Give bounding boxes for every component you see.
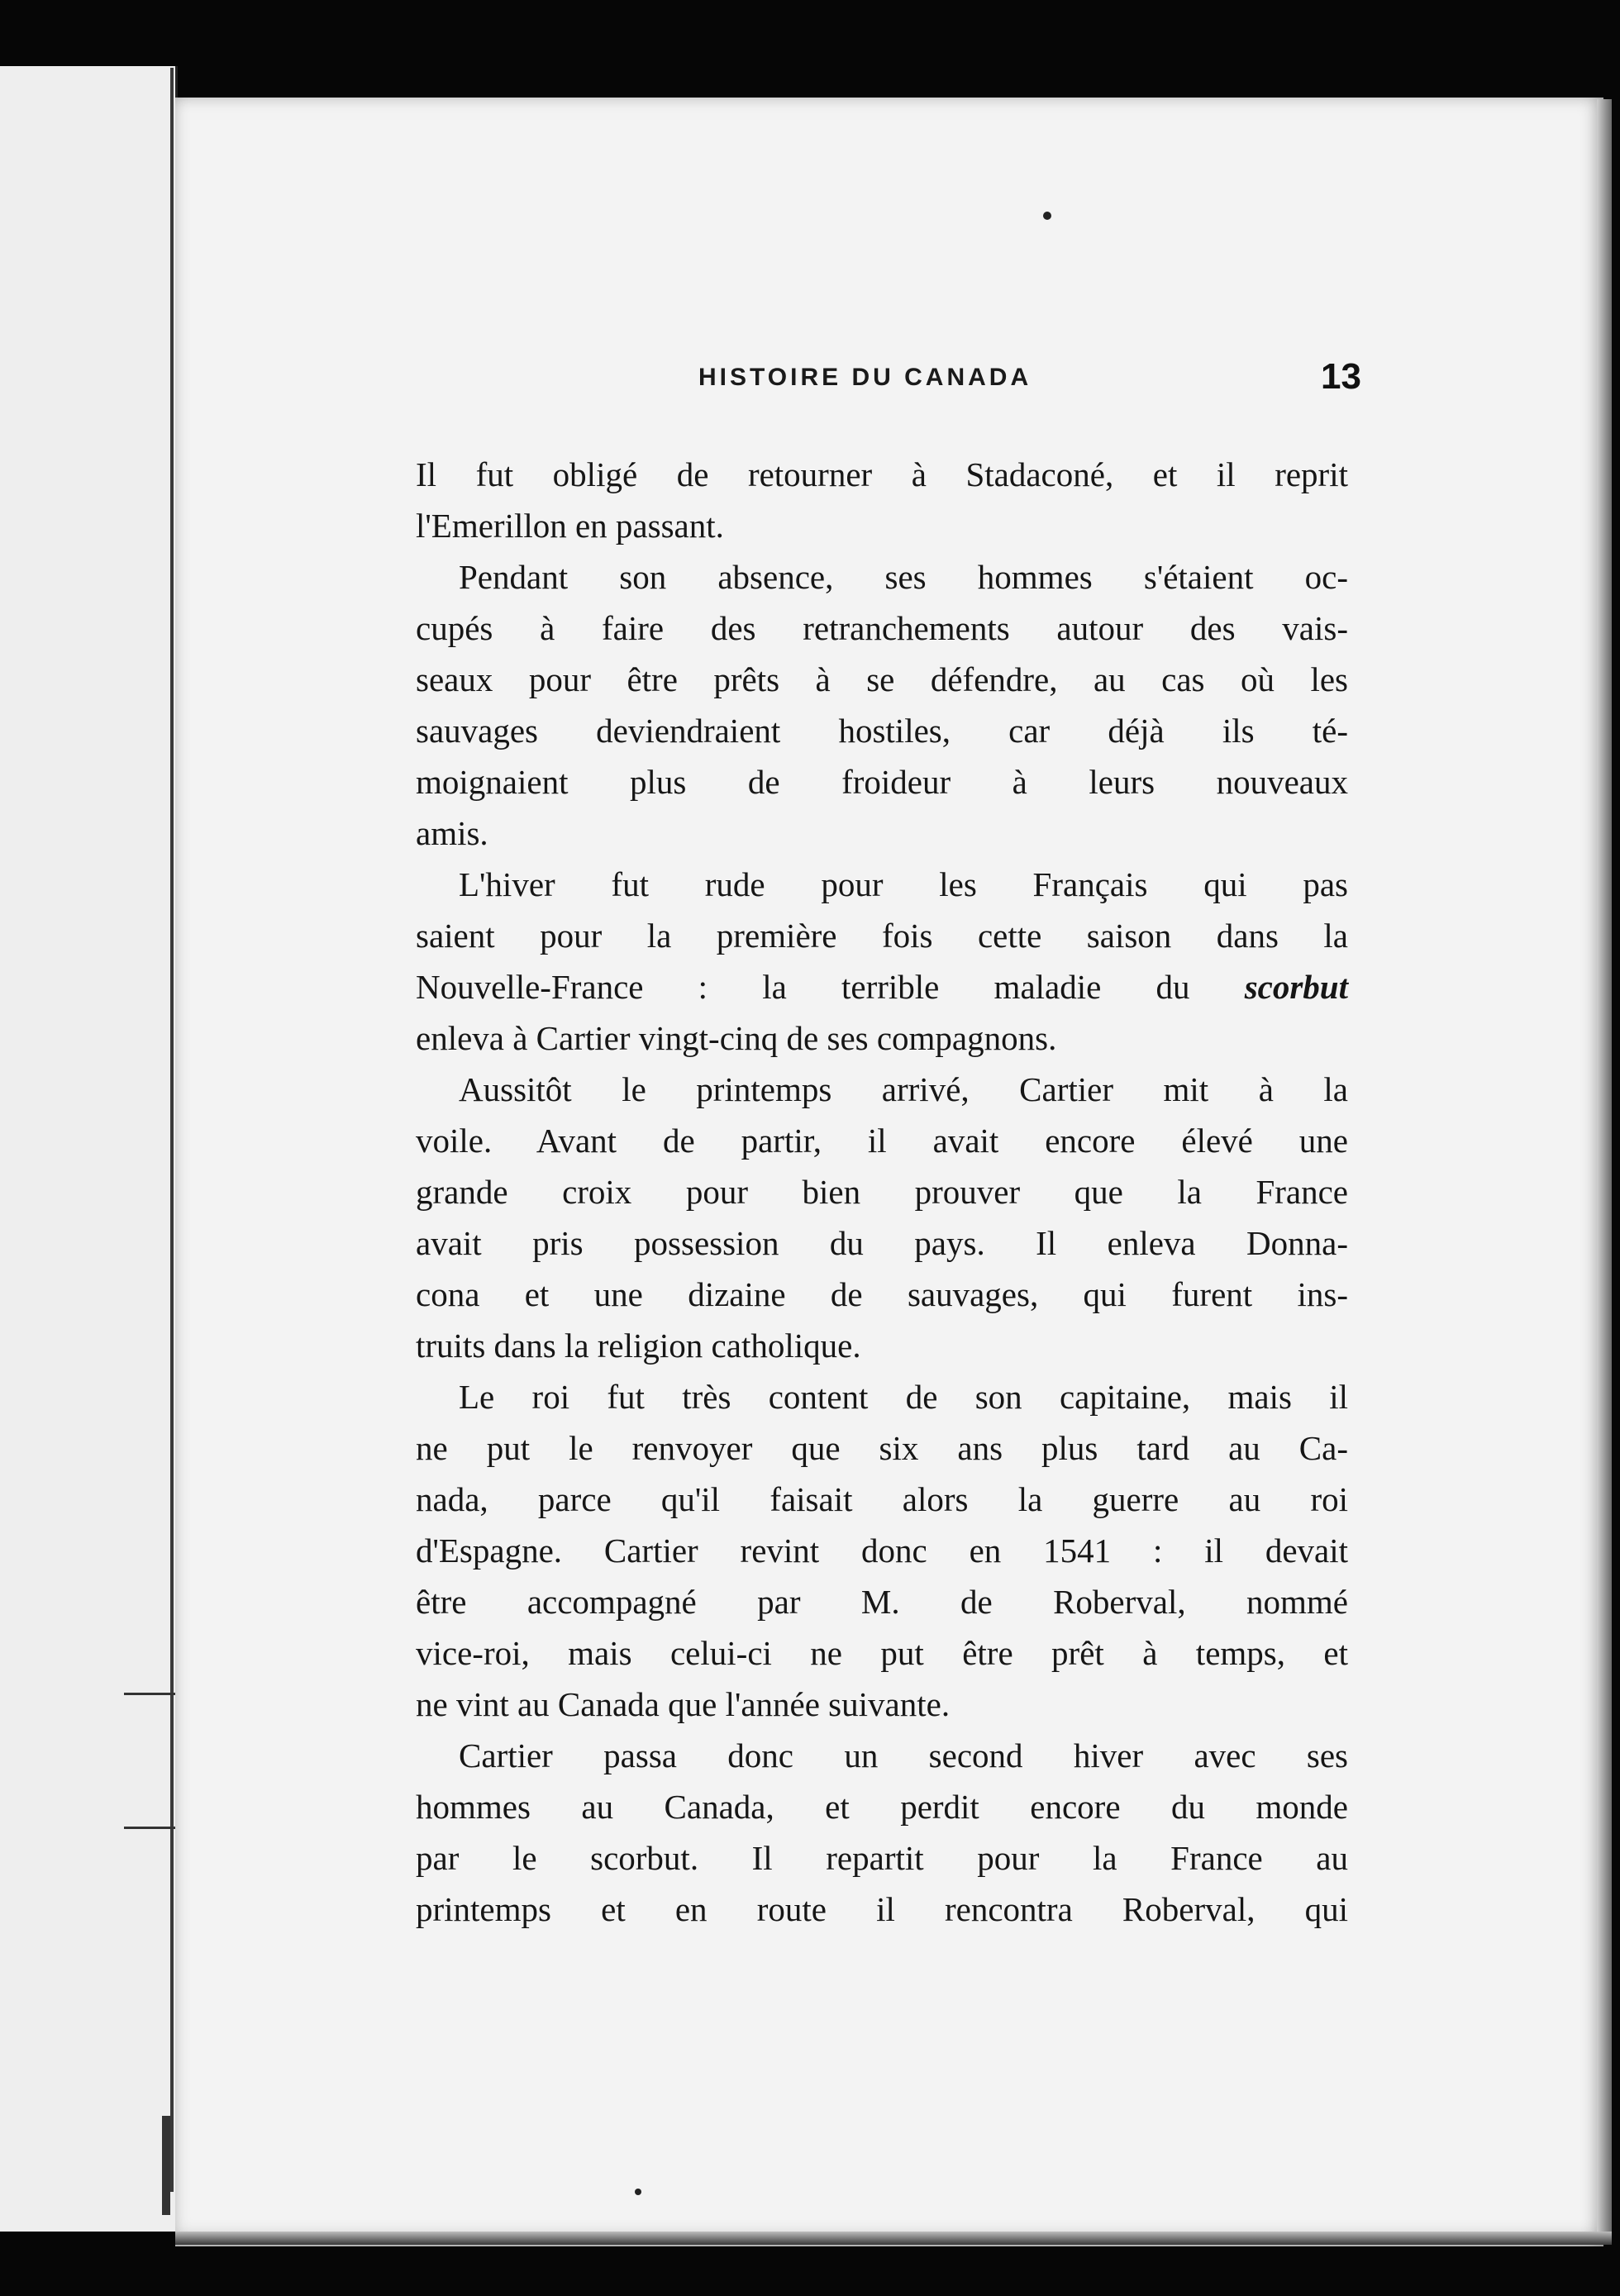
text-line: amis. <box>416 814 488 852</box>
text-line: être accompagné par M. de Roberval, nommé <box>416 1583 1348 1621</box>
text-line: l'Emerillon en passant. <box>416 507 724 545</box>
text-line: Il fut obligé de retourner à Stadaconé, et il reprit <box>416 455 1348 493</box>
text-line: ne put le renvoyer que six ans plus tard au Ca- <box>416 1429 1348 1467</box>
binding-gutter-line <box>170 68 174 2192</box>
running-head-title: HISTOIRE DU CANADA <box>698 364 1032 391</box>
text-line: grande croix pour bien prouver que la France <box>416 1173 1348 1211</box>
text-line: printemps et en route il rencontra Roberval, qui <box>416 1890 1348 1928</box>
text-line: truits dans la religion catholique. <box>416 1327 861 1365</box>
page-number: 13 <box>1321 356 1361 397</box>
text-line: vice-roi, mais celui-ci ne put être prêt à temps, et <box>416 1634 1348 1672</box>
text-line: hommes au Canada, et perdit encore du monde <box>416 1788 1348 1826</box>
text-line: avait pris possession du pays. Il enleva Donna- <box>416 1224 1348 1262</box>
text-fragment: Nouvelle-France : la terrible maladie du <box>416 968 1245 1006</box>
ink-speck <box>1043 212 1051 220</box>
text-line-with-italic <box>416 961 1348 1012</box>
text-line: par le scorbut. Il repartit pour la France au <box>416 1839 1348 1877</box>
body-text <box>416 449 1348 1935</box>
italic-word: scorbut <box>1244 968 1348 1006</box>
text-line: saient pour la première fois cette saison dans la <box>416 917 1348 955</box>
page-edge-shadow <box>1597 99 1612 2244</box>
text-line: Cartier passa donc un second hiver avec ses <box>459 1736 1348 1774</box>
text-line: L'hiver fut rude pour les Français qui pas <box>459 865 1348 903</box>
text-line: cona et une dizaine de sauvages, qui furent ins- <box>416 1275 1348 1313</box>
previous-page-edge <box>0 66 178 2232</box>
text-line: d'Espagne. Cartier revint donc en 1541 : il devait <box>416 1531 1348 1570</box>
text-line: seaux pour être prêts à se défendre, au cas où les <box>416 660 1348 698</box>
text-line: sauvages deviendraient hostiles, car déjà ils té- <box>416 712 1348 750</box>
page-edge-shadow <box>175 2232 1612 2245</box>
text-line: Aussitôt le printemps arrivé, Cartier mit à la <box>459 1070 1348 1108</box>
text-line: Pendant son absence, ses hommes s'étaient oc- <box>459 558 1348 596</box>
binding-mark <box>162 2116 170 2215</box>
text-line: cupés à faire des retranchements autour des vais- <box>416 609 1348 647</box>
text-line: voile. Avant de partir, il avait encore élevé une <box>416 1122 1348 1160</box>
text-line: moignaient plus de froideur à leurs nouveaux <box>416 763 1348 801</box>
ink-speck <box>635 2189 641 2195</box>
text-line: nada, parce qu'il faisait alors la guerre au roi <box>416 1480 1348 1518</box>
text-line: enleva à Cartier vingt-cinq de ses compagnons. <box>416 1019 1057 1057</box>
text-line: ne vint au Canada que l'année suivante. <box>416 1685 951 1723</box>
text-line: Le roi fut très content de son capitaine, mais il <box>459 1378 1348 1416</box>
